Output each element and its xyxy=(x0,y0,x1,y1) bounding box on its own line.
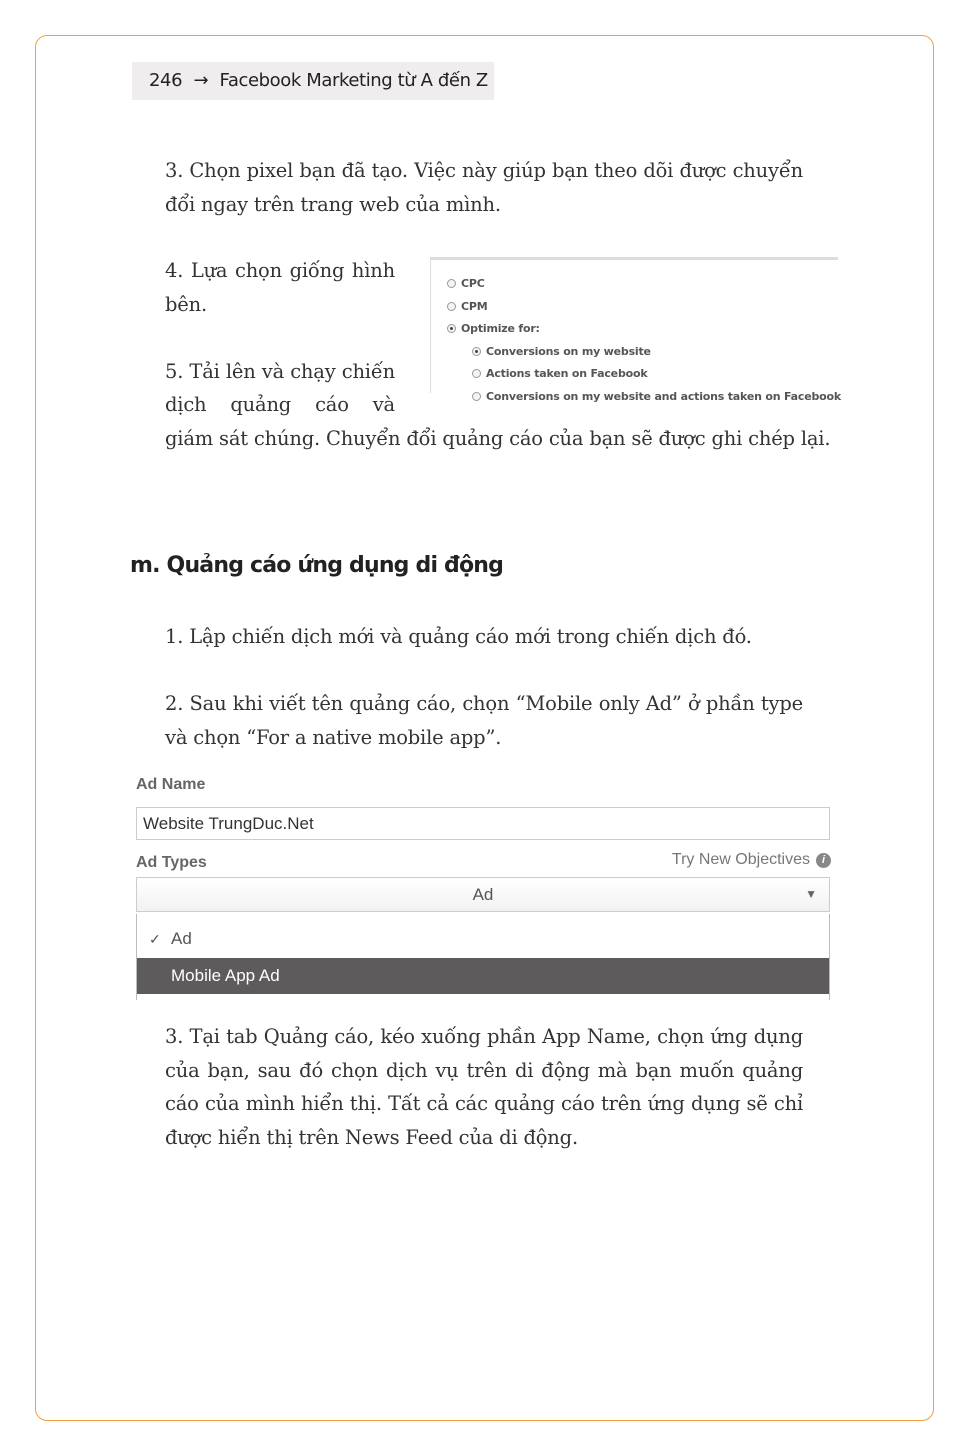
page-number: 246 xyxy=(149,70,183,91)
menu-item-mobile-app-ad[interactable]: Mobile App Ad xyxy=(137,958,829,994)
radio-icon xyxy=(447,302,456,311)
ad-name-input[interactable]: Website TrungDuc.Net xyxy=(136,807,830,840)
ad-types-select[interactable]: Ad ▼ xyxy=(136,877,830,912)
section-heading: m. Quảng cáo ứng dụng di động xyxy=(130,553,504,578)
radio-icon xyxy=(472,369,481,378)
menu-item-ad[interactable]: ✓ Ad xyxy=(137,921,829,957)
radio-cpc[interactable]: CPC xyxy=(447,267,485,301)
figure-bid-options xyxy=(430,254,841,420)
radio-icon xyxy=(472,392,481,401)
ad-types-menu xyxy=(136,914,830,1000)
paragraph-step3: 3. Chọn pixel bạn đã tạo. Việc này giúp bạn theo dõi được chuyển đổi ngay trên trang web của mình. xyxy=(165,159,803,216)
ad-name-label: Ad Name xyxy=(136,776,206,793)
ad-types-label: Ad Types xyxy=(136,854,207,871)
radio-actions-facebook[interactable]: Actions taken on Facebook xyxy=(472,357,647,391)
paragraph-b-step1: 1. Lập chiến dịch mới và quảng cáo mới trong chiến dịch đó. xyxy=(165,625,752,648)
ad-form-screenshot xyxy=(136,774,831,1000)
arrow-icon: → xyxy=(193,70,209,91)
radio-conversions-and-actions[interactable]: Conversions on my website and actions taken on Facebook xyxy=(472,380,841,414)
radio-conversions-website[interactable]: Conversions on my website xyxy=(472,335,651,369)
book-title: Facebook Marketing từ A đến Z xyxy=(219,70,488,91)
info-icon[interactable]: i xyxy=(816,853,831,868)
radio-selected-icon xyxy=(447,324,456,333)
paragraph-b-step2: 2. Sau khi viết tên quảng cáo, chọn “Mobile only Ad” ở phần type và chọn “For a native mobile app”. xyxy=(165,692,803,749)
check-icon: ✓ xyxy=(149,931,161,947)
radio-optimize-for[interactable]: Optimize for: xyxy=(447,312,540,346)
radio-cpm[interactable]: CPM xyxy=(447,290,487,324)
bid-options-screenshot xyxy=(430,257,841,403)
paragraph-step4: 4. Lựa chọn giống hình bên. xyxy=(165,259,395,316)
radio-icon xyxy=(447,279,456,288)
paragraph-step5: 5. Tải lên và chạy chiến dịch quảng cáo và giám sát chúng. Chuyển đổi quảng cáo của bạn sẽ được ghi chép lại. xyxy=(165,359,831,450)
paragraph-b-step3: 3. Tại tab Quảng cáo, kéo xuống phần App Name, chọn ứng dụng của bạn, sau đó chọn dịch vụ trên di động mà bạn muốn quảng cáo của mình hiển thị. Tất cả các quảng cáo trên ứng dụng sẽ chỉ được hiển thị trên News Feed của di động. xyxy=(165,1025,803,1149)
steps-with-figure xyxy=(165,254,841,455)
chevron-down-icon: ▼ xyxy=(805,887,817,901)
try-new-objectives-link[interactable]: Try New Objectives i xyxy=(672,851,831,869)
running-header xyxy=(132,62,494,100)
radio-selected-icon xyxy=(472,347,481,356)
